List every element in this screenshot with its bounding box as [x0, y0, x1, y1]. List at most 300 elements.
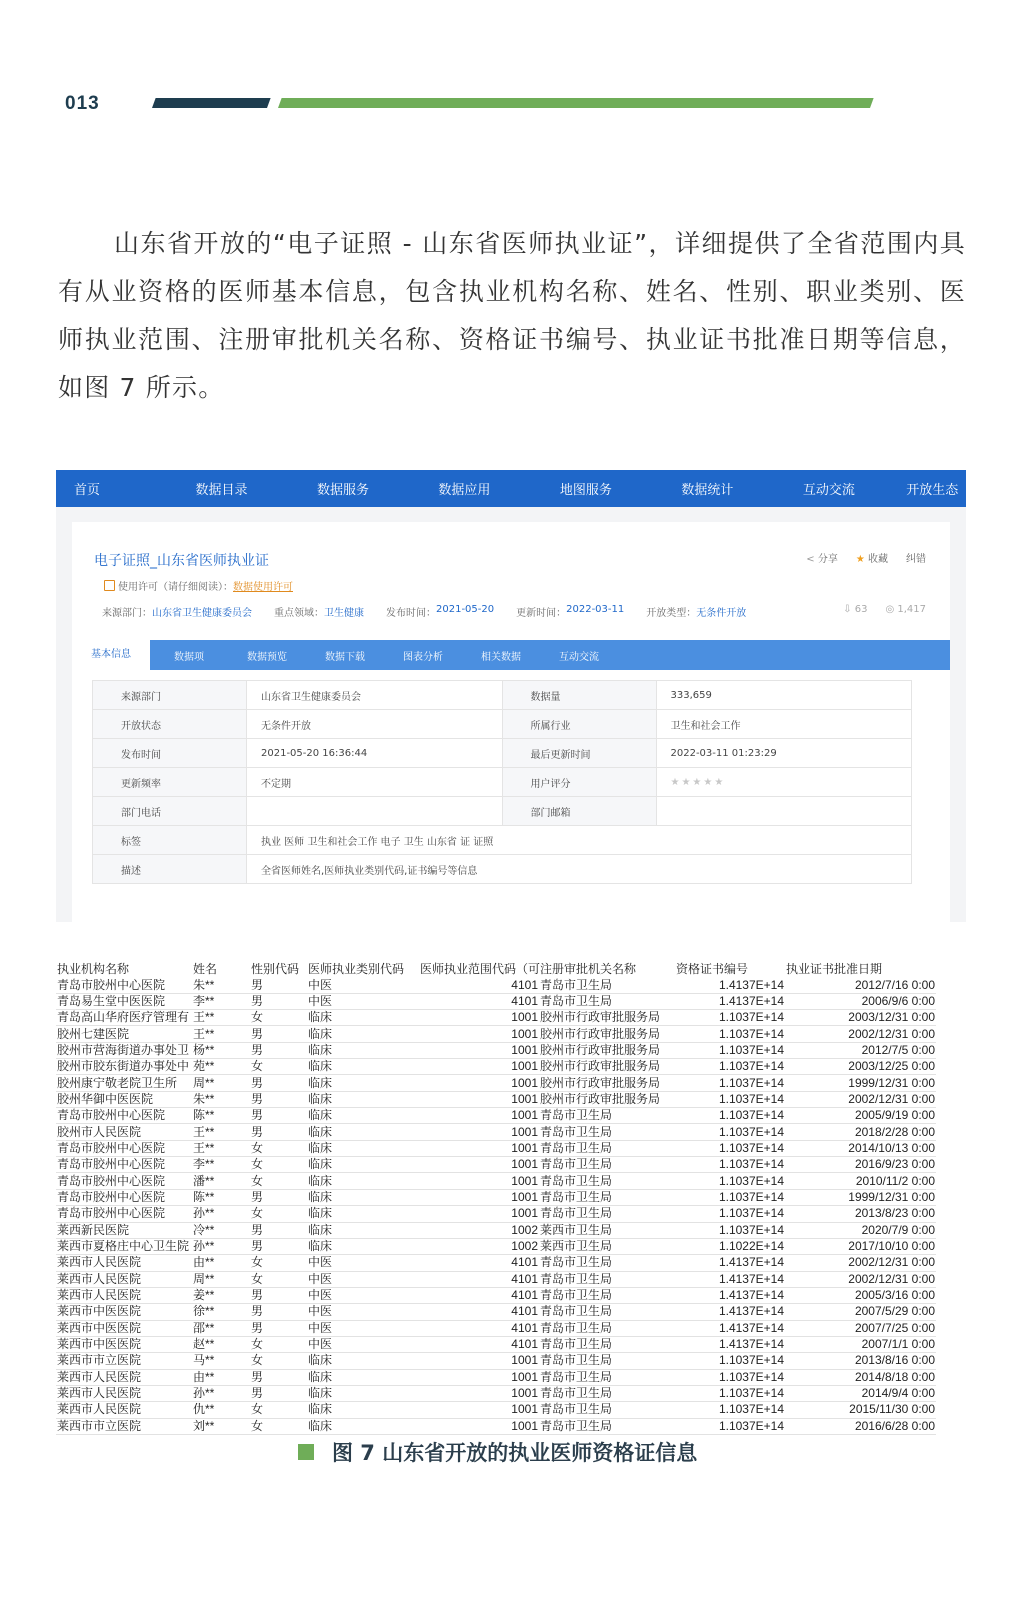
table-cell: 莱西市市立医院: [56, 1418, 192, 1434]
table-cell: 孙**: [192, 1206, 250, 1222]
table-cell: 青岛市胶州中心医院: [56, 1189, 192, 1205]
nav-item-apps[interactable]: 数据应用: [438, 483, 491, 498]
table-cell: 青岛市卫生局: [539, 1124, 675, 1140]
sheet-header: 资格证书编号: [676, 962, 749, 977]
table-cell: 1.1037E+14: [675, 1385, 785, 1401]
table-cell: 女: [250, 1271, 307, 1287]
download-count: ⇩ 63: [843, 604, 868, 615]
table-cell: 胶州康宁敬老院卫生所: [56, 1075, 192, 1091]
table-cell: 2006/9/6 0:00: [785, 993, 936, 1009]
table-cell: 胶州市行政审批服务局: [539, 1059, 675, 1075]
table-cell: 1999/12/31 0:00: [785, 1189, 936, 1205]
table-cell: 青岛市胶州中心医院: [56, 1140, 192, 1156]
license-label: 使用许可（请仔细阅读）：: [118, 582, 233, 593]
table-cell: 2002/12/31 0:00: [785, 1026, 936, 1042]
table-cell: 女: [250, 1206, 307, 1222]
table-cell: 1.4137E+14: [675, 1320, 785, 1336]
share-icon: <: [806, 554, 815, 565]
table-row: [56, 1304, 936, 1320]
table-row: [56, 1124, 936, 1140]
share-button[interactable]: < 分享: [806, 554, 838, 565]
table-cell: 莱西市卫生局: [539, 1222, 675, 1238]
table-cell: 李**: [192, 993, 250, 1009]
table-cell: 1.1037E+14: [675, 1369, 785, 1385]
table-cell: 男: [250, 977, 307, 993]
info-row: 部门电话 部门邮箱: [93, 797, 912, 826]
table-cell: 女: [250, 1140, 307, 1156]
table-cell: 1001: [419, 1091, 539, 1107]
table-cell: 1002: [419, 1238, 539, 1254]
sheet-header: 执业机构名称: [57, 962, 130, 977]
table-row: [56, 1157, 936, 1173]
eye-icon: ◎: [885, 604, 895, 615]
tab-data-items[interactable]: 数据项: [174, 651, 204, 663]
table-cell: 男: [250, 1075, 307, 1091]
table-cell: 1.1037E+14: [675, 1353, 785, 1369]
nav-item-map[interactable]: 地图服务: [559, 483, 612, 498]
table-cell: 莱西市卫生局: [539, 1238, 675, 1254]
table-cell: 临床: [307, 1042, 419, 1058]
table-cell: 中医: [307, 1320, 419, 1336]
table-cell: 女: [250, 1157, 307, 1173]
table-cell: 2013/8/16 0:00: [785, 1353, 936, 1369]
table-row: [56, 1402, 936, 1418]
table-cell: 2016/6/28 0:00: [785, 1418, 936, 1434]
table-cell: 莱西市人民医院: [56, 1255, 192, 1271]
table-cell: 莱西市人民医院: [56, 1369, 192, 1385]
table-cell: 临床: [307, 1206, 419, 1222]
license-icon: [104, 580, 115, 591]
table-row: [56, 1255, 936, 1271]
table-cell: 1001: [419, 1124, 539, 1140]
tab-related-data[interactable]: 相关数据: [481, 651, 521, 663]
header-bar-green: [278, 98, 874, 108]
table-cell: 2007/7/25 0:00: [785, 1320, 936, 1336]
sheet-header: 执业证书批准日期: [786, 962, 883, 977]
table-cell: 1.1037E+14: [675, 1026, 785, 1042]
table-cell: 女: [250, 1402, 307, 1418]
table-row: [56, 1173, 936, 1189]
table-cell: 李**: [192, 1157, 250, 1173]
table-cell: 1.4137E+14: [675, 1287, 785, 1303]
table-cell: 2005/3/16 0:00: [785, 1287, 936, 1303]
table-cell: 中医: [307, 977, 419, 993]
table-cell: 胶州七建医院: [56, 1026, 192, 1042]
dataset-meta: 来源部门： 山东省卫生健康委员会 重点领域： 卫生健康 发布时间： 2021-05-20 更新时间： 2022-03-11 开放类型： 无条件开放: [102, 604, 747, 619]
info-row: 描述 全省医师姓名,医师执业类别代码,证书编号等信息: [93, 855, 912, 884]
top-nav: [56, 470, 966, 507]
table-cell: 胶州华御中医医院: [56, 1091, 192, 1107]
table-cell: 青岛市卫生局: [539, 1271, 675, 1287]
tab-data-download[interactable]: 数据下载: [325, 651, 365, 663]
table-cell: 莱西市中医医院: [56, 1304, 192, 1320]
table-row: [56, 1222, 936, 1238]
table-cell: 刘**: [192, 1418, 250, 1434]
table-cell: 莱西新民医院: [56, 1222, 192, 1238]
table-row: [56, 1026, 936, 1042]
table-cell: 青岛市卫生局: [539, 1255, 675, 1271]
table-cell: 1.4137E+14: [675, 1304, 785, 1320]
star-icon: ★: [855, 554, 865, 565]
dataset-card: [72, 522, 950, 922]
table-cell: 2014/10/13 0:00: [785, 1140, 936, 1156]
table-cell: 1001: [419, 1010, 539, 1026]
table-cell: 女: [250, 1059, 307, 1075]
table-cell: 1001: [419, 1157, 539, 1173]
table-cell: 中医: [307, 993, 419, 1009]
table-cell: 临床: [307, 1026, 419, 1042]
figure-caption: [298, 1437, 697, 1467]
table-cell: 临床: [307, 1222, 419, 1238]
table-cell: 1.1037E+14: [675, 1075, 785, 1091]
table-cell: 胶州市胶东街道办事处中: [56, 1059, 192, 1075]
table-row: [56, 1206, 936, 1222]
description-value: 全省医师姓名,医师执业类别代码,证书编号等信息: [247, 855, 912, 884]
table-cell: 2018/2/28 0:00: [785, 1124, 936, 1140]
table-cell: 男: [250, 1189, 307, 1205]
page-number: 013: [65, 93, 100, 114]
table-cell: 莱西市中医医院: [56, 1320, 192, 1336]
table-cell: 临床: [307, 1124, 419, 1140]
meta-open-type: 无条件开放: [696, 608, 747, 619]
table-cell: 青岛市卫生局: [539, 1369, 675, 1385]
table-cell: 1001: [419, 1108, 539, 1124]
table-cell: 2010/11/2 0:00: [785, 1173, 936, 1189]
table-cell: 邵**: [192, 1320, 250, 1336]
table-cell: 青岛市卫生局: [539, 1140, 675, 1156]
table-cell: 王**: [192, 1124, 250, 1140]
table-cell: 中医: [307, 1287, 419, 1303]
table-cell: 青岛市卫生局: [539, 1385, 675, 1401]
table-cell: 2002/12/31 0:00: [785, 1271, 936, 1287]
table-cell: 临床: [307, 1385, 419, 1401]
caption-marker: [298, 1444, 314, 1460]
table-cell: 冷**: [192, 1222, 250, 1238]
table-row: [56, 1108, 936, 1124]
portal-screenshot: [56, 470, 966, 922]
table-cell: 莱西市市立医院: [56, 1353, 192, 1369]
table-cell: 2013/8/23 0:00: [785, 1206, 936, 1222]
table-cell: 青岛市胶州中心医院: [56, 1173, 192, 1189]
table-cell: 1001: [419, 1369, 539, 1385]
meta-domain[interactable]: 卫生健康: [324, 608, 364, 619]
table-cell: 王**: [192, 1140, 250, 1156]
table-cell: 临床: [307, 1157, 419, 1173]
table-cell: 临床: [307, 1108, 419, 1124]
table-cell: 1001: [419, 1402, 539, 1418]
table-cell: 陈**: [192, 1108, 250, 1124]
intro-paragraph: 山东省开放的“电子证照 - 山东省医师执业证”，详细提供了全省范围内具有从业资格的医师基本信息，包含执业机构名称、姓名、性别、职业类别、医师执业范围、注册审批机关名称、资格证书编号、执业证书批准日期等信息，如图 7 所示。: [58, 229, 966, 402]
table-cell: 苑**: [192, 1059, 250, 1075]
table-cell: 莱西市中医医院: [56, 1336, 192, 1352]
table-cell: 男: [250, 1287, 307, 1303]
table-cell: 2003/12/31 0:00: [785, 1010, 936, 1026]
table-cell: 1.4137E+14: [675, 1336, 785, 1352]
table-cell: 2015/11/30 0:00: [785, 1402, 936, 1418]
table-cell: 孙**: [192, 1385, 250, 1401]
info-row: 开放状态 无条件开放 所属行业 卫生和社会工作: [93, 710, 912, 739]
table-row: [56, 1320, 936, 1336]
table-cell: 赵**: [192, 1336, 250, 1352]
table-cell: 男: [250, 1042, 307, 1058]
table-cell: 临床: [307, 1173, 419, 1189]
table-cell: 1001: [419, 1385, 539, 1401]
meta-updated: 2022-03-11: [566, 604, 625, 615]
table-cell: 临床: [307, 1238, 419, 1254]
table-row: [56, 1059, 936, 1075]
table-cell: 4101: [419, 1255, 539, 1271]
table-cell: 女: [250, 1255, 307, 1271]
table-cell: 2017/10/10 0:00: [785, 1238, 936, 1254]
info-row: 来源部门 山东省卫生健康委员会 数据量 333,659: [93, 681, 912, 710]
sheet-header: 姓名: [193, 962, 218, 977]
table-cell: 1.1037E+14: [675, 1418, 785, 1434]
table-cell: 青岛市卫生局: [539, 1304, 675, 1320]
table-cell: 1.1037E+14: [675, 1402, 785, 1418]
sheet-header: 医师执业范围代码（可注册审批机关名称: [420, 962, 637, 977]
table-cell: 青岛市卫生局: [539, 1157, 675, 1173]
table-cell: 胶州市人民医院: [56, 1124, 192, 1140]
table-cell: 1.1037E+14: [675, 1189, 785, 1205]
table-cell: 青岛市卫生局: [539, 1206, 675, 1222]
table-cell: 男: [250, 1385, 307, 1401]
table-cell: 临床: [307, 1075, 419, 1091]
view-count: ◎ 1,417: [885, 604, 926, 615]
tags-value: 执业 医师 卫生和社会工作 电子 卫生 山东省 证 证照: [247, 826, 912, 855]
table-cell: 莱西市人民医院: [56, 1271, 192, 1287]
nav-item-stats[interactable]: 数据统计: [681, 483, 734, 498]
table-cell: 青岛市卫生局: [539, 1108, 675, 1124]
table-cell: 1001: [419, 1189, 539, 1205]
table-cell: 中医: [307, 1336, 419, 1352]
table-cell: 2014/9/4 0:00: [785, 1385, 936, 1401]
table-cell: 临床: [307, 1059, 419, 1075]
table-cell: 青岛市卫生局: [539, 1173, 675, 1189]
table-cell: 2007/1/1 0:00: [785, 1336, 936, 1352]
table-cell: 1999/12/31 0:00: [785, 1075, 936, 1091]
table-cell: 女: [250, 1173, 307, 1189]
table-cell: 1.1037E+14: [675, 1010, 785, 1026]
table-cell: 周**: [192, 1075, 250, 1091]
table-cell: 莱西市人民医院: [56, 1385, 192, 1401]
table-cell: 1.1037E+14: [675, 1091, 785, 1107]
table-cell: 1001: [419, 1353, 539, 1369]
caption-text: 图 7 山东省开放的执业医师资格证信息: [332, 1441, 698, 1465]
table-cell: 临床: [307, 1402, 419, 1418]
tab-chart-analysis[interactable]: 图表分析: [403, 651, 443, 663]
table-cell: 青岛市卫生局: [539, 1353, 675, 1369]
table-cell: 女: [250, 1418, 307, 1434]
table-cell: 男: [250, 1124, 307, 1140]
table-cell: 2012/7/16 0:00: [785, 977, 936, 993]
table-cell: 王**: [192, 1010, 250, 1026]
table-cell: 男: [250, 1369, 307, 1385]
table-cell: 王**: [192, 1026, 250, 1042]
table-cell: 2002/12/31 0:00: [785, 1255, 936, 1271]
table-cell: 男: [250, 1091, 307, 1107]
table-row: [56, 1385, 936, 1401]
table-cell: 青岛市卫生局: [539, 993, 675, 1009]
table-cell: 临床: [307, 1353, 419, 1369]
table-cell: 1001: [419, 1042, 539, 1058]
tab-interaction[interactable]: 互动交流: [559, 651, 599, 663]
table-row: [56, 1238, 936, 1254]
table-cell: 青岛市卫生局: [539, 1402, 675, 1418]
rating-stars[interactable]: ★★★★★: [670, 776, 726, 788]
table-cell: 1.1037E+14: [675, 1206, 785, 1222]
table-cell: 临床: [307, 1091, 419, 1107]
table-cell: 青岛市胶州中心医院: [56, 1108, 192, 1124]
nav-item-services[interactable]: 数据服务: [316, 483, 369, 498]
table-cell: 1.1037E+14: [675, 1124, 785, 1140]
table-cell: 1002: [419, 1222, 539, 1238]
table-cell: 青岛市卫生局: [539, 1320, 675, 1336]
table-cell: 徐**: [192, 1304, 250, 1320]
dataset-counts: [843, 604, 926, 615]
table-cell: 4101: [419, 1336, 539, 1352]
table-cell: 临床: [307, 1418, 419, 1434]
table-cell: 胶州市营海街道办事处卫: [56, 1042, 192, 1058]
table-cell: 1001: [419, 1075, 539, 1091]
table-row: [56, 993, 936, 1009]
table-cell: 男: [250, 1304, 307, 1320]
table-row: [56, 1336, 936, 1352]
table-cell: 仇**: [192, 1402, 250, 1418]
meta-published: 2021-05-20: [436, 604, 495, 615]
table-cell: 青岛市卫生局: [539, 1418, 675, 1434]
table-cell: 女: [250, 1010, 307, 1026]
table-cell: 由**: [192, 1369, 250, 1385]
table-cell: 莱西市人民医院: [56, 1287, 192, 1303]
table-cell: 莱西市夏格庄中心卫生院: [56, 1238, 192, 1254]
table-cell: 1001: [419, 1026, 539, 1042]
table-row: [56, 1140, 936, 1156]
table-cell: 4101: [419, 1271, 539, 1287]
table-cell: 青岛市卫生局: [539, 1336, 675, 1352]
table-row: [56, 1369, 936, 1385]
table-cell: 男: [250, 1320, 307, 1336]
table-row: [56, 977, 936, 993]
table-cell: 1001: [419, 1173, 539, 1189]
table-cell: 1.1037E+14: [675, 1059, 785, 1075]
download-icon: ⇩: [843, 604, 852, 615]
table-row: [56, 1353, 936, 1369]
table-cell: 中医: [307, 1271, 419, 1287]
table-cell: 青岛市卫生局: [539, 1189, 675, 1205]
table-row: [56, 1287, 936, 1303]
nav-item-home[interactable]: 首页: [74, 483, 101, 498]
table-row: [56, 1042, 936, 1058]
table-cell: 杨**: [192, 1042, 250, 1058]
basic-info-table: [92, 680, 912, 884]
table-cell: 1.4137E+14: [675, 993, 785, 1009]
table-cell: 莱西市人民医院: [56, 1402, 192, 1418]
header-bar-dark: [152, 98, 271, 108]
table-cell: 1.1037E+14: [675, 1222, 785, 1238]
nav-item-interaction[interactable]: 互动交流: [802, 483, 855, 498]
table-cell: 临床: [307, 1189, 419, 1205]
table-cell: 1001: [419, 1418, 539, 1434]
table-cell: 1.1037E+14: [675, 1157, 785, 1173]
table-cell: 2020/7/9 0:00: [785, 1222, 936, 1238]
table-cell: 4101: [419, 993, 539, 1009]
table-cell: 4101: [419, 1287, 539, 1303]
table-cell: 女: [250, 1353, 307, 1369]
table-cell: 青岛市胶州中心医院: [56, 977, 192, 993]
dataset-tabs: [72, 640, 950, 670]
table-cell: 男: [250, 1108, 307, 1124]
table-cell: 1001: [419, 1206, 539, 1222]
table-row: [56, 1271, 936, 1287]
correct-button[interactable]: 纠错: [906, 554, 926, 565]
table-cell: 1.4137E+14: [675, 1255, 785, 1271]
meta-source[interactable]: 山东省卫生健康委员会: [152, 608, 252, 619]
table-cell: 胶州市行政审批服务局: [539, 1042, 675, 1058]
table-cell: 1001: [419, 1059, 539, 1075]
license-link[interactable]: 数据使用许可: [233, 582, 293, 593]
sheet-header-row: [56, 962, 936, 977]
table-row: [56, 1091, 936, 1107]
table-cell: 朱**: [192, 1091, 250, 1107]
table-cell: 2003/12/25 0:00: [785, 1059, 936, 1075]
nav-item-catalog[interactable]: 数据目录: [195, 483, 248, 498]
dataset-title: 电子证照_山东省医师执业证: [94, 553, 269, 569]
table-row: [56, 1189, 936, 1205]
table-cell: 青岛易生堂中医医院: [56, 993, 192, 1009]
table-cell: 男: [250, 993, 307, 1009]
license-row: [104, 578, 293, 593]
nav-item-ecosystem[interactable]: 开放生态: [906, 483, 959, 498]
table-cell: 胶州市行政审批服务局: [539, 1026, 675, 1042]
table-cell: 4101: [419, 977, 539, 993]
table-cell: 青岛市卫生局: [539, 1287, 675, 1303]
table-cell: 孙**: [192, 1238, 250, 1254]
physician-data-sheet: [56, 962, 936, 1435]
table-row: [56, 1418, 936, 1434]
favorite-button[interactable]: ★ 收藏: [855, 554, 888, 565]
table-cell: 中医: [307, 1304, 419, 1320]
table-cell: 女: [250, 1336, 307, 1352]
table-row: [56, 1010, 936, 1026]
table-cell: 1.1037E+14: [675, 1108, 785, 1124]
info-row: 标签 执业 医师 卫生和社会工作 电子 卫生 山东省 证 证照: [93, 826, 912, 855]
table-cell: 陈**: [192, 1189, 250, 1205]
table-cell: 朱**: [192, 977, 250, 993]
table-cell: 2012/7/5 0:00: [785, 1042, 936, 1058]
table-cell: 青岛市胶州中心医院: [56, 1157, 192, 1173]
table-row: [56, 1075, 936, 1091]
tab-data-preview[interactable]: 数据预览: [247, 651, 287, 663]
table-cell: 青岛高山华府医疗管理有: [56, 1010, 192, 1026]
table-cell: 中医: [307, 1255, 419, 1271]
tab-basic-info[interactable]: 基本信息: [72, 640, 150, 670]
table-cell: 2016/9/23 0:00: [785, 1157, 936, 1173]
table-cell: 4101: [419, 1304, 539, 1320]
table-cell: 马**: [192, 1353, 250, 1369]
table-cell: 胶州市行政审批服务局: [539, 1010, 675, 1026]
table-cell: 临床: [307, 1140, 419, 1156]
table-cell: 男: [250, 1222, 307, 1238]
table-cell: 潘**: [192, 1173, 250, 1189]
table-cell: 临床: [307, 1010, 419, 1026]
sheet-header: 医师执业类别代码: [308, 962, 405, 977]
table-cell: 1.1022E+14: [675, 1238, 785, 1254]
table-cell: 由**: [192, 1255, 250, 1271]
table-cell: 男: [250, 1026, 307, 1042]
table-cell: 青岛市胶州中心医院: [56, 1206, 192, 1222]
table-cell: 1.1037E+14: [675, 1042, 785, 1058]
table-cell: 青岛市卫生局: [539, 977, 675, 993]
